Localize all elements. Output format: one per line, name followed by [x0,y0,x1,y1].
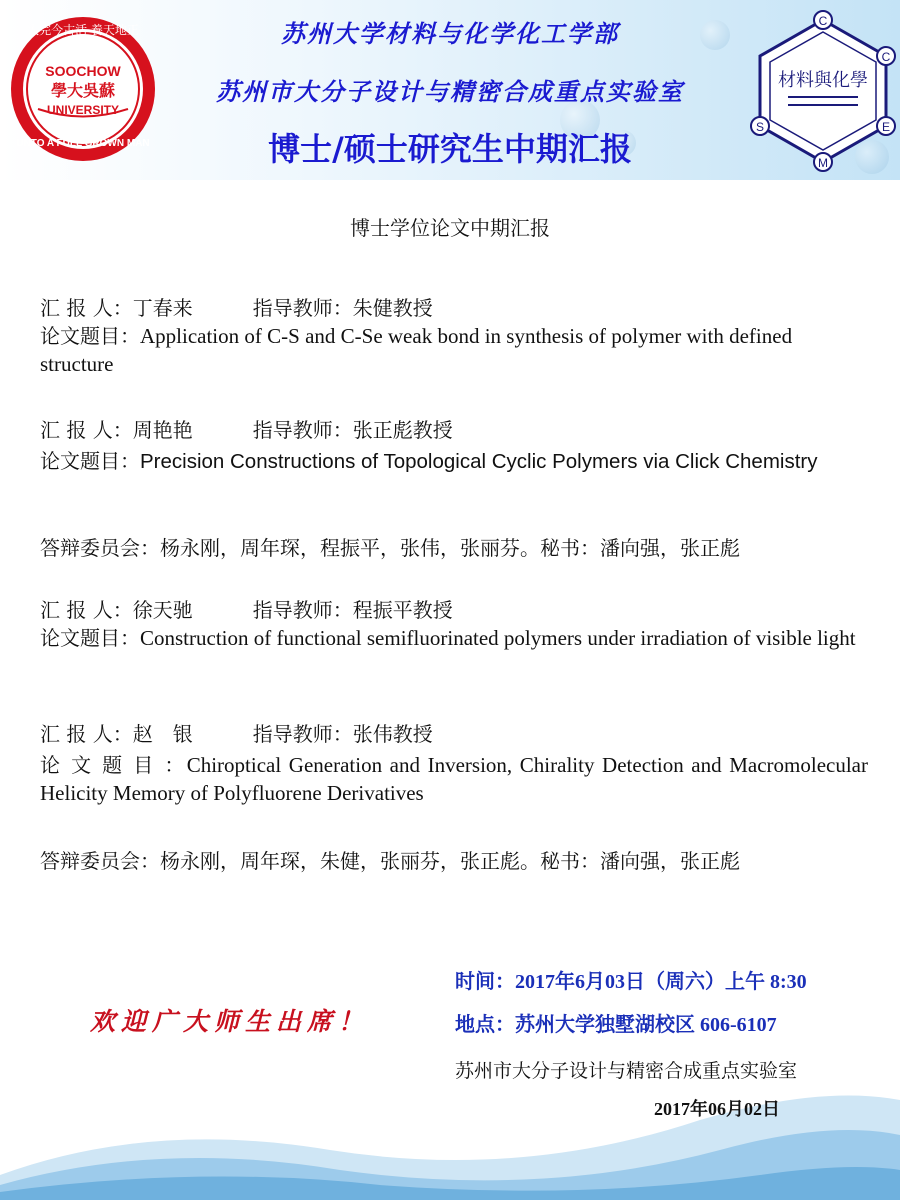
svg-text:學大吳蘇: 學大吳蘇 [50,83,116,100]
time-info [455,965,807,994]
reporter-name: 丁春来 [132,296,193,320]
committee-2: 答辩委员会：杨永刚，周年琛，朱健，张丽芬，张正彪。秘书：潘向强，张正彪 [40,849,740,873]
advisor-name: 朱健教授 [352,296,433,320]
reporter-row [40,596,868,624]
reporter-label: 汇 报 人： [40,598,133,622]
thesis-title-row [40,322,868,378]
thesis-title: Chiroptical Generation and Inversion, Chirality Detection and Macromolecular Helicity Memory of Polyfluorene Derivatives [40,753,868,805]
svg-text:C: C [881,50,891,64]
report-subtitle: 博士学位论文中期汇报 [350,216,550,240]
header-banner [0,0,900,180]
committee-1: 答辩委员会：杨永刚，周年琛，程振平，张伟，张丽芬。秘书：潘向强，张正彪 [40,536,740,560]
thesis-title-row [40,447,868,476]
reporter-name: 周艳艳 [132,418,193,442]
reporter-name: 徐天驰 [132,598,193,622]
presentation-4 [40,720,868,807]
svg-text:E: E [881,120,891,134]
svg-text:UNIVERSITY: UNIVERSITY [46,103,120,117]
svg-text:M: M [818,156,828,170]
ccems-hexagon-logo-icon [748,8,898,173]
page-title: 博士/硕士研究生中期汇报 [268,130,632,168]
reporter-row [40,720,868,748]
thesis-title: Precision Constructions of Topological Cyclic Polymers via Click Chemistry [140,450,818,473]
reporter-row [40,294,868,322]
advisor-name: 张正彪教授 [352,418,453,442]
presentation-2 [40,416,868,476]
organizer: 苏州市大分子设计与精密合成重点实验室 [455,1060,798,1082]
advisor-label: 指导教师： [252,722,353,746]
place-label: 地点： [455,1012,515,1036]
svg-text:人完今古活 養天地正: 人完今古活 養天地正 [27,23,139,37]
reporter-row [40,416,868,444]
svg-text:SOOCHOW: SOOCHOW [45,63,121,79]
title-label: 论文题目： [40,626,140,650]
welcome-message: 欢迎广大师生出席！ [90,1007,370,1036]
title-label: 论文题目： [40,449,140,473]
presentation-3 [40,596,868,652]
title-label: 论 文 题 目 ： [40,753,187,777]
lab-name: 苏州市大分子设计与精密合成重点实验室 [216,77,684,106]
svg-text:材料與化學: 材料與化學 [778,70,868,91]
reporter-name: 赵 银 [132,722,193,746]
advisor-label: 指导教师： [252,418,353,442]
reporter-label: 汇 报 人： [40,722,133,746]
reporter-label: 汇 报 人： [40,296,133,320]
thesis-title: Construction of functional semifluorinated polymers under irradiation of visible light [140,626,856,650]
time-label: 时间： [455,969,515,993]
time-value: 2017年6月03日（周六）上午 8:30 [515,971,807,993]
school-name: 苏州大学材料与化学化工学部 [281,19,619,48]
presentation-1 [40,294,868,378]
advisor-label: 指导教师： [252,296,353,320]
advisor-name: 程振平教授 [352,598,453,622]
svg-text:UNTO A FULL GROWN MAN: UNTO A FULL GROWN MAN [16,138,150,149]
title-label: 论文题目： [40,324,140,348]
reporter-label: 汇 报 人： [40,418,133,442]
thesis-title: Application of C-S and C-Se weak bond in synthesis of polymer with defined structure [40,324,793,376]
advisor-label: 指导教师： [252,598,353,622]
place-value: 苏州大学独墅湖校区 606-6107 [515,1014,777,1036]
issue-date: 2017年06月02日 [654,1099,780,1119]
thesis-title-row [40,751,868,807]
svg-text:C: C [818,14,828,28]
place-info [455,1008,777,1037]
thesis-title-row [40,624,868,652]
svg-text:S: S [755,120,765,134]
advisor-name: 张伟教授 [352,722,433,746]
